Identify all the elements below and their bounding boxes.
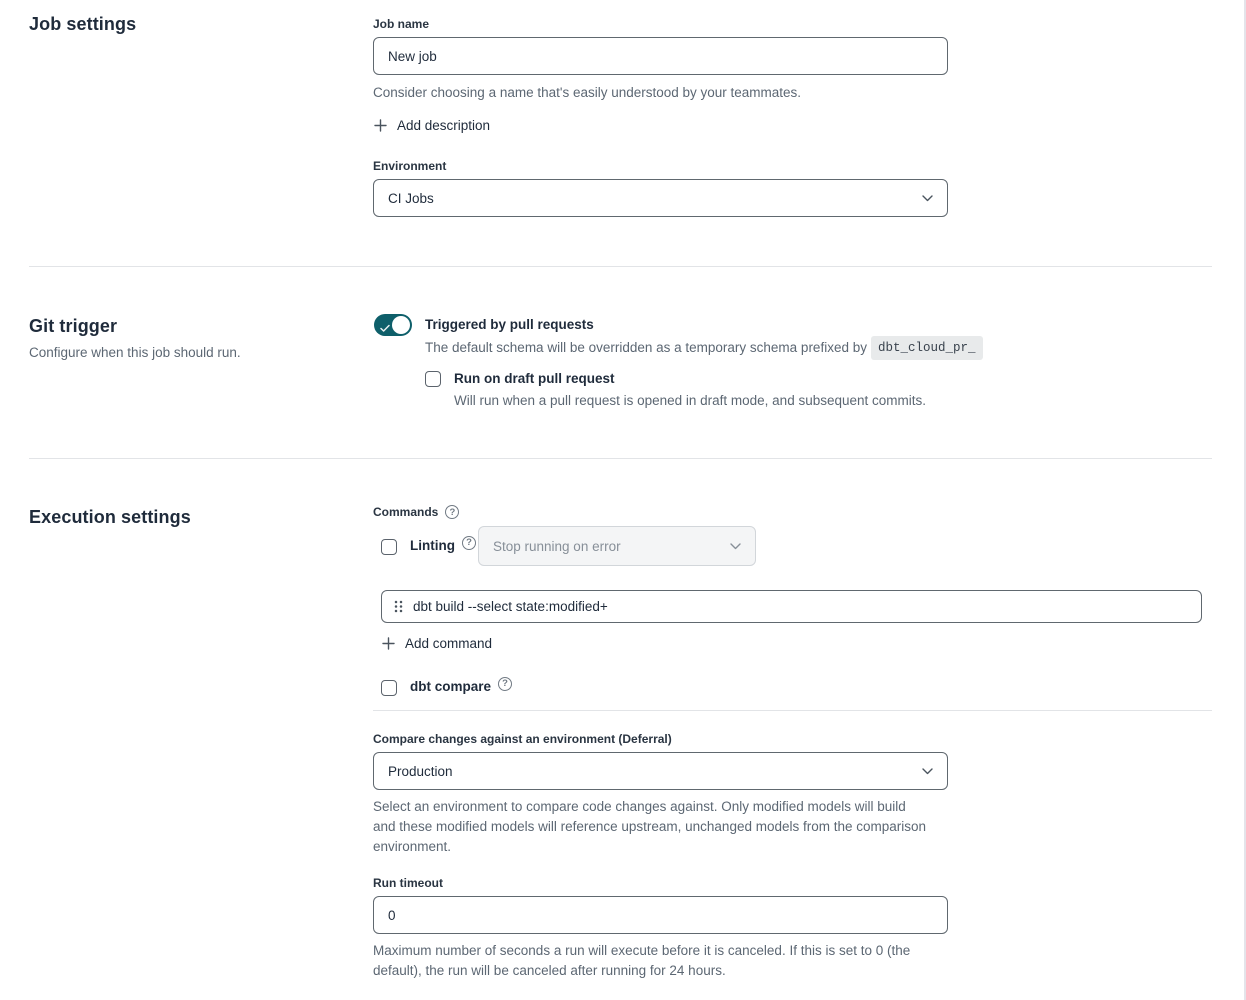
add-description-label: Add description bbox=[397, 118, 491, 133]
chevron-down-icon bbox=[922, 762, 933, 780]
environment-label: Environment bbox=[373, 159, 447, 173]
commands-help-icon[interactable]: ? bbox=[445, 505, 459, 519]
deferral-select-value: Production bbox=[388, 763, 453, 779]
git-trigger-subtitle: Configure when this job should run. bbox=[29, 345, 241, 360]
plus-icon bbox=[373, 118, 388, 133]
command-text: dbt build --select state:modified+ bbox=[413, 599, 608, 614]
run-timeout-label: Run timeout bbox=[373, 876, 443, 890]
schema-prefix-chip: dbt_cloud_pr_ bbox=[871, 336, 983, 360]
toggle-knob bbox=[392, 316, 410, 334]
run-on-draft-checkbox[interactable] bbox=[425, 371, 441, 387]
chevron-down-icon bbox=[922, 189, 933, 207]
run-timeout-help: Maximum number of seconds a run will execute before it is canceled. If this is set to 0 (the default), the run will be canceled after running for 24 hours. bbox=[373, 943, 911, 978]
deferral-label: Compare changes against an environment (Deferral) bbox=[373, 732, 672, 746]
run-on-draft-label: Run on draft pull request bbox=[454, 371, 615, 386]
plus-icon bbox=[381, 636, 396, 651]
linting-help-icon[interactable]: ? bbox=[462, 536, 476, 550]
environment-select[interactable] bbox=[373, 179, 948, 217]
commands-label-row bbox=[373, 505, 459, 519]
add-description-button[interactable] bbox=[373, 118, 490, 133]
linting-label: Linting bbox=[410, 538, 455, 553]
toggle-help-text: The default schema will be overridden as a temporary schema prefixed by bbox=[425, 340, 867, 355]
dbt-compare-label-row bbox=[410, 679, 512, 694]
linting-checkbox[interactable] bbox=[381, 539, 397, 555]
section-divider bbox=[29, 458, 1212, 459]
run-on-draft-help: Will run when a pull request is opened in draft mode, and subsequent commits. bbox=[454, 393, 927, 408]
deferral-select[interactable] bbox=[373, 752, 948, 790]
deferral-help: Select an environment to compare code changes against. Only modified models will build and these modified models will reference upstream, unchanged models from the comparison environment. bbox=[373, 799, 927, 854]
section-divider bbox=[29, 266, 1212, 267]
dbt-compare-label: dbt compare bbox=[410, 679, 492, 694]
job-settings-heading: Job settings bbox=[29, 14, 137, 34]
run-timeout-input[interactable] bbox=[373, 896, 948, 934]
pull-request-toggle[interactable] bbox=[374, 314, 412, 336]
pull-request-toggle-help bbox=[425, 336, 983, 360]
linting-label-row bbox=[410, 538, 476, 553]
subsection-divider bbox=[373, 710, 1212, 711]
job-name-helper: Consider choosing a name that's easily understood by your teammates. bbox=[373, 85, 802, 100]
job-name-input[interactable] bbox=[373, 37, 948, 75]
chevron-down-icon bbox=[730, 537, 741, 555]
check-icon bbox=[380, 320, 390, 338]
dbt-compare-checkbox[interactable] bbox=[381, 680, 397, 696]
linting-mode-select bbox=[478, 526, 756, 566]
add-command-label: Add command bbox=[405, 636, 493, 651]
drag-handle-icon[interactable] bbox=[394, 600, 403, 613]
environment-select-value: CI Jobs bbox=[388, 190, 434, 206]
linting-mode-select-value: Stop running on error bbox=[493, 538, 621, 554]
dbt-compare-help-icon[interactable]: ? bbox=[498, 677, 512, 691]
commands-label: Commands bbox=[373, 505, 439, 519]
job-name-label: Job name bbox=[373, 17, 430, 31]
command-input[interactable] bbox=[381, 590, 1202, 623]
git-trigger-heading: Git trigger bbox=[29, 316, 118, 336]
add-command-button[interactable] bbox=[381, 636, 492, 651]
execution-settings-heading: Execution settings bbox=[29, 507, 191, 527]
pull-request-toggle-label: Triggered by pull requests bbox=[425, 317, 594, 332]
